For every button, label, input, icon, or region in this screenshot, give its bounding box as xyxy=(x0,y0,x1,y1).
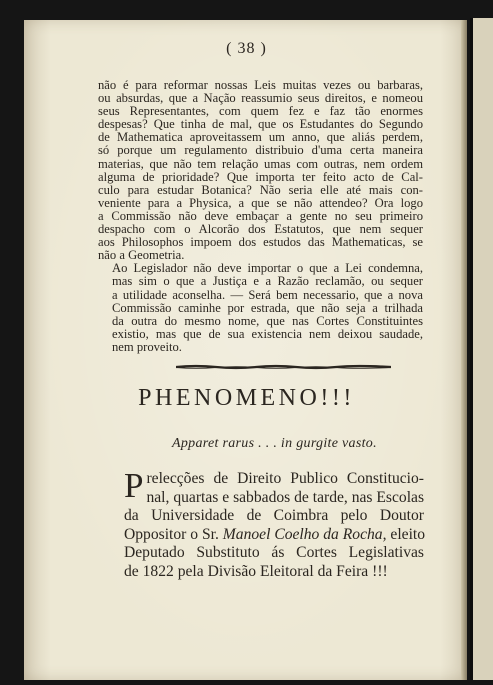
announcement-line: nal, quartas e sabbados de tarde, nas Escolas xyxy=(146,488,425,506)
text-line: Ao Legislador não deve importar o que a Lei condemna, xyxy=(112,261,423,276)
paragraph-2 xyxy=(98,262,423,354)
paragraph-1 xyxy=(98,79,423,262)
person-name: Manoel Coelho da Rocha, xyxy=(222,525,387,543)
drop-capital: P xyxy=(124,466,144,505)
text-line: a utilidade aconselha. — Será bem necessario, que a nova xyxy=(112,287,423,302)
announcement-text: Oppositor o Sr. xyxy=(124,525,219,543)
text-line: não a Geometria. xyxy=(98,248,185,263)
text-line: despacho com o Alcorão dos Estatutos, que nem sequer xyxy=(98,222,423,237)
text-line: da outra do mesmo nome, que nas Cortes Constituintes xyxy=(112,313,423,328)
announcement-line: Deputado Substituto ás Cortes Legislativas xyxy=(124,544,424,562)
page-gutter xyxy=(461,20,467,680)
text-line: despesas? Que tinha de mal, que os Estudantes do Segundo xyxy=(98,117,423,132)
epigraph: Apparet rarus . . . in gurgite vasto. xyxy=(172,436,377,451)
text-line: culo para estudar Botanica? Não seria elle até mais con- xyxy=(98,182,423,197)
announcement xyxy=(124,466,426,582)
announcement-line: da Universidade de Coimbra pelo Doutor xyxy=(124,507,424,525)
text-line: nem proveito. xyxy=(112,339,182,354)
text-line: ou absurdas, que a Nação reassumio seus direitos, e nomeou xyxy=(98,91,423,106)
section-heading: PHENOMENO!!! xyxy=(138,385,355,411)
announcement-line xyxy=(124,526,424,545)
text-line: a Commissão não deve embaçar a gente no seu primeiro xyxy=(98,208,423,223)
text-line: aos Philosophos impoem dos estudos das Mathematicas, se xyxy=(98,235,423,250)
ornamental-rule xyxy=(176,364,391,370)
text-line: mas sim o que a Justiça e a Razão reclamão, ou sequer xyxy=(112,274,423,289)
text-line: Commissão caminhe por estrada, que não seja a trilhada xyxy=(112,300,423,315)
text-line: veniente para a Physica, a que se não attendeo? Ora logo xyxy=(98,195,423,210)
adjacent-page-edge xyxy=(470,18,493,680)
text-line: não é para reformar nossas Leis muitas vezes ou barbaras, xyxy=(98,78,423,92)
page-number: ( 38 ) xyxy=(226,40,267,57)
text-line: só porque um regulamento distribuio d'uma certa maneira xyxy=(98,143,423,158)
body-text xyxy=(98,79,423,354)
announcement-line: relecções de Direito Publico Constitucio- xyxy=(146,470,424,487)
text-line: de Mathematica aproveitassem um anno, que aliás perdem, xyxy=(98,130,423,145)
text-line: seus Representantes, com quem fez e faz tão enormes xyxy=(98,104,423,119)
announcement-line: de 1822 pela Divisão Eleitoral da Feira !!! xyxy=(124,562,388,580)
text-line: materias, que não tem relação umas com outras, nem ordem xyxy=(98,156,423,171)
announcement-text: eleito xyxy=(390,525,426,543)
text-line: alguma de prioridade? Que importa ter feito acto de Cal- xyxy=(98,169,423,184)
text-line: existio, mas que de sua existencia nem deixou saudade, xyxy=(112,326,423,341)
